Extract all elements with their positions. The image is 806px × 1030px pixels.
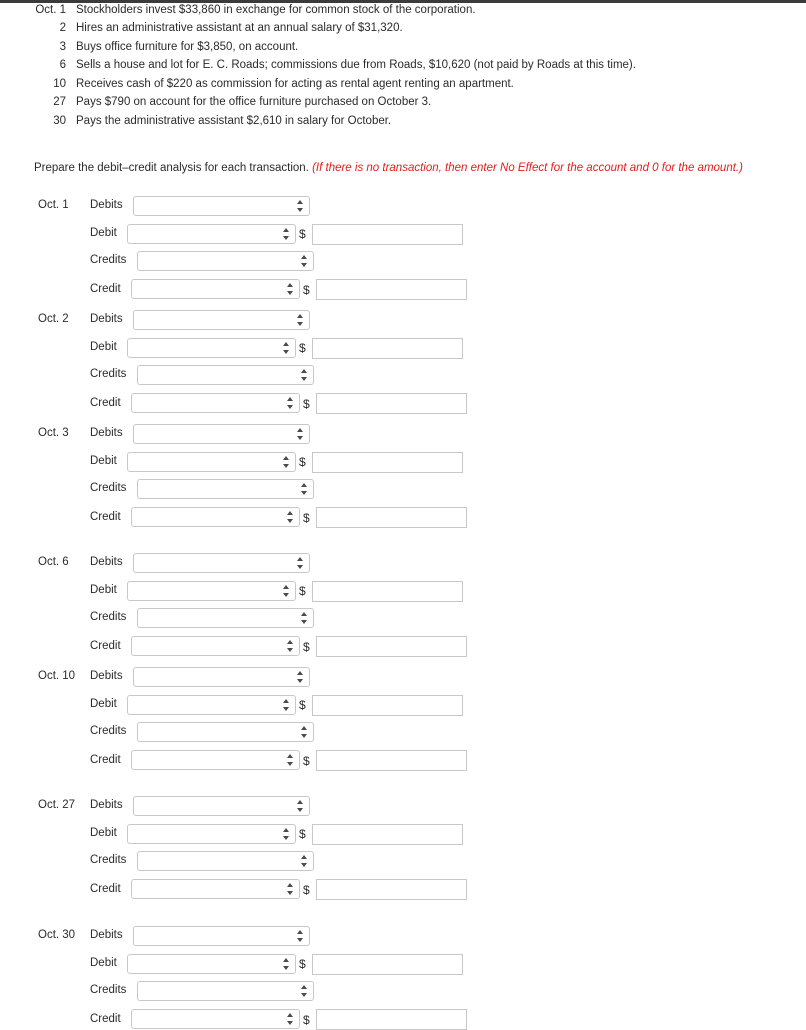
credits-dropdown[interactable] xyxy=(137,722,314,742)
debit-label: Debit xyxy=(90,227,117,239)
debits-label: Debits xyxy=(90,427,123,439)
debits-dropdown[interactable] xyxy=(133,667,310,687)
transaction-date: 10 xyxy=(53,78,66,90)
debits-dropdown[interactable] xyxy=(133,310,310,330)
dropdown-arrows-icon xyxy=(301,726,307,738)
dropdown-arrows-icon xyxy=(283,342,289,354)
dollar-sign: $ xyxy=(299,341,306,355)
transaction-text: Pays the administrative assistant $2,610 in salary for October. xyxy=(76,115,392,127)
credits-label: Credits xyxy=(90,482,127,494)
dropdown-arrows-icon xyxy=(301,612,307,624)
debits-label: Debits xyxy=(90,799,123,811)
dropdown-arrows-icon xyxy=(283,228,289,240)
debit-account-dropdown[interactable] xyxy=(127,824,296,844)
transaction-text: Stockholders invest $33,860 in exchange for common stock of the corporation. xyxy=(76,4,476,16)
dollar-sign: $ xyxy=(303,640,310,654)
dropdown-arrows-icon xyxy=(283,958,289,970)
dropdown-arrows-icon xyxy=(297,314,303,326)
debit-account-dropdown[interactable] xyxy=(127,954,296,974)
debit-amount-input[interactable] xyxy=(312,695,463,716)
credits-dropdown[interactable] xyxy=(137,981,314,1001)
debit-label: Debit xyxy=(90,455,117,467)
credit-amount-input[interactable] xyxy=(316,1009,467,1030)
entry-date: Oct. 10 xyxy=(38,670,76,682)
dropdown-arrows-icon xyxy=(287,283,293,295)
debit-amount-input[interactable] xyxy=(312,581,463,602)
credit-amount-input[interactable] xyxy=(316,393,467,414)
transaction-date: 6 xyxy=(59,59,66,71)
transaction-text: Sells a house and lot for E. C. Roads; commissions due from Roads, $10,620 (not paid by Roads at this time). xyxy=(76,59,636,71)
credit-amount-input[interactable] xyxy=(316,879,467,900)
credits-label: Credits xyxy=(90,254,127,266)
credit-account-dropdown[interactable] xyxy=(131,636,300,656)
credit-label: Credit xyxy=(90,883,121,895)
credits-dropdown[interactable] xyxy=(137,851,314,871)
transaction-text: Receives cash of $220 as commission for acting as rental agent renting an apartment. xyxy=(76,78,514,90)
debits-label: Debits xyxy=(90,199,123,211)
debit-account-dropdown[interactable] xyxy=(127,581,296,601)
dropdown-arrows-icon xyxy=(297,428,303,440)
credit-amount-input[interactable] xyxy=(316,750,467,771)
entry-date: Oct. 27 xyxy=(38,799,76,811)
credit-account-dropdown[interactable] xyxy=(131,879,300,899)
debits-dropdown[interactable] xyxy=(133,424,310,444)
credits-label: Credits xyxy=(90,854,127,866)
credit-amount-input[interactable] xyxy=(316,279,467,300)
transaction-date: 2 xyxy=(59,22,66,34)
credit-account-dropdown[interactable] xyxy=(131,507,300,527)
instructions-note: (If there is no transaction, then enter No Effect for the account and 0 for the amount.) xyxy=(312,162,743,174)
debit-label: Debit xyxy=(90,584,117,596)
dropdown-arrows-icon xyxy=(287,1013,293,1025)
instructions xyxy=(34,162,743,174)
dropdown-arrows-icon xyxy=(283,828,289,840)
credit-amount-input[interactable] xyxy=(316,507,467,528)
transaction-text: Pays $790 on account for the office furniture purchased on October 3. xyxy=(76,96,432,108)
debit-label: Debit xyxy=(90,827,117,839)
dropdown-arrows-icon xyxy=(297,800,303,812)
debit-amount-input[interactable] xyxy=(312,224,463,245)
dropdown-arrows-icon xyxy=(297,200,303,212)
credits-label: Credits xyxy=(90,725,127,737)
credit-label: Credit xyxy=(90,640,121,652)
debits-dropdown[interactable] xyxy=(133,796,310,816)
entry-date: Oct. 2 xyxy=(38,313,69,325)
dropdown-arrows-icon xyxy=(301,483,307,495)
dollar-sign: $ xyxy=(299,227,306,241)
dollar-sign: $ xyxy=(303,283,310,297)
dropdown-arrows-icon xyxy=(297,557,303,569)
dropdown-arrows-icon xyxy=(287,883,293,895)
debits-label: Debits xyxy=(90,313,123,325)
credit-label: Credit xyxy=(90,754,121,766)
debit-account-dropdown[interactable] xyxy=(127,695,296,715)
dollar-sign: $ xyxy=(299,957,306,971)
dropdown-arrows-icon xyxy=(301,369,307,381)
dropdown-arrows-icon xyxy=(287,511,293,523)
dropdown-arrows-icon xyxy=(297,671,303,683)
debits-dropdown[interactable] xyxy=(133,926,310,946)
credits-dropdown[interactable] xyxy=(137,479,314,499)
transaction-date: Oct. 1 xyxy=(35,4,66,16)
entry-date: Oct. 1 xyxy=(38,199,69,211)
dollar-sign: $ xyxy=(299,584,306,598)
transaction-date: 3 xyxy=(59,41,66,53)
transaction-text: Hires an administrative assistant at an annual salary of $31,320. xyxy=(76,22,403,34)
debits-dropdown[interactable] xyxy=(133,553,310,573)
debits-label: Debits xyxy=(90,929,123,941)
dollar-sign: $ xyxy=(299,455,306,469)
debits-dropdown[interactable] xyxy=(133,196,310,216)
dropdown-arrows-icon xyxy=(287,754,293,766)
transaction-date: 27 xyxy=(53,96,66,108)
credit-label: Credit xyxy=(90,1013,121,1025)
dropdown-arrows-icon xyxy=(301,855,307,867)
credits-dropdown[interactable] xyxy=(137,365,314,385)
dropdown-arrows-icon xyxy=(301,255,307,267)
dropdown-arrows-icon xyxy=(301,985,307,997)
debit-label: Debit xyxy=(90,341,117,353)
debits-label: Debits xyxy=(90,670,123,682)
transaction-date: 30 xyxy=(53,115,66,127)
credit-account-dropdown[interactable] xyxy=(131,750,300,770)
dollar-sign: $ xyxy=(303,397,310,411)
transaction-text: Buys office furniture for $3,850, on account. xyxy=(76,41,299,53)
dollar-sign: $ xyxy=(303,511,310,525)
credit-amount-input[interactable] xyxy=(316,636,467,657)
debit-amount-input[interactable] xyxy=(312,452,463,473)
dollar-sign: $ xyxy=(303,883,310,897)
credits-label: Credits xyxy=(90,368,127,380)
dropdown-arrows-icon xyxy=(297,930,303,942)
dropdown-arrows-icon xyxy=(283,699,289,711)
top-border xyxy=(0,0,806,3)
dollar-sign: $ xyxy=(303,1013,310,1027)
credit-label: Credit xyxy=(90,397,121,409)
dropdown-arrows-icon xyxy=(287,397,293,409)
dollar-sign: $ xyxy=(299,827,306,841)
dollar-sign: $ xyxy=(299,698,306,712)
credit-account-dropdown[interactable] xyxy=(131,279,300,299)
dollar-sign: $ xyxy=(303,754,310,768)
credits-dropdown[interactable] xyxy=(137,251,314,271)
dropdown-arrows-icon xyxy=(283,456,289,468)
entry-date: Oct. 6 xyxy=(38,556,69,568)
debit-account-dropdown[interactable] xyxy=(127,224,296,244)
debit-account-dropdown[interactable] xyxy=(127,338,296,358)
credit-account-dropdown[interactable] xyxy=(131,393,300,413)
entry-date: Oct. 3 xyxy=(38,427,69,439)
credits-label: Credits xyxy=(90,984,127,996)
credit-account-dropdown[interactable] xyxy=(131,1009,300,1029)
debit-account-dropdown[interactable] xyxy=(127,452,296,472)
debit-amount-input[interactable] xyxy=(312,954,463,975)
dropdown-arrows-icon xyxy=(283,585,289,597)
instructions-text: Prepare the debit–credit analysis for each transaction. xyxy=(34,162,313,174)
debit-label: Debit xyxy=(90,957,117,969)
debits-label: Debits xyxy=(90,556,123,568)
entry-date: Oct. 30 xyxy=(38,929,76,941)
debit-amount-input[interactable] xyxy=(312,824,463,845)
credits-label: Credits xyxy=(90,611,127,623)
debit-amount-input[interactable] xyxy=(312,338,463,359)
credit-label: Credit xyxy=(90,283,121,295)
dropdown-arrows-icon xyxy=(287,640,293,652)
credits-dropdown[interactable] xyxy=(137,608,314,628)
credit-label: Credit xyxy=(90,511,121,523)
debit-label: Debit xyxy=(90,698,117,710)
